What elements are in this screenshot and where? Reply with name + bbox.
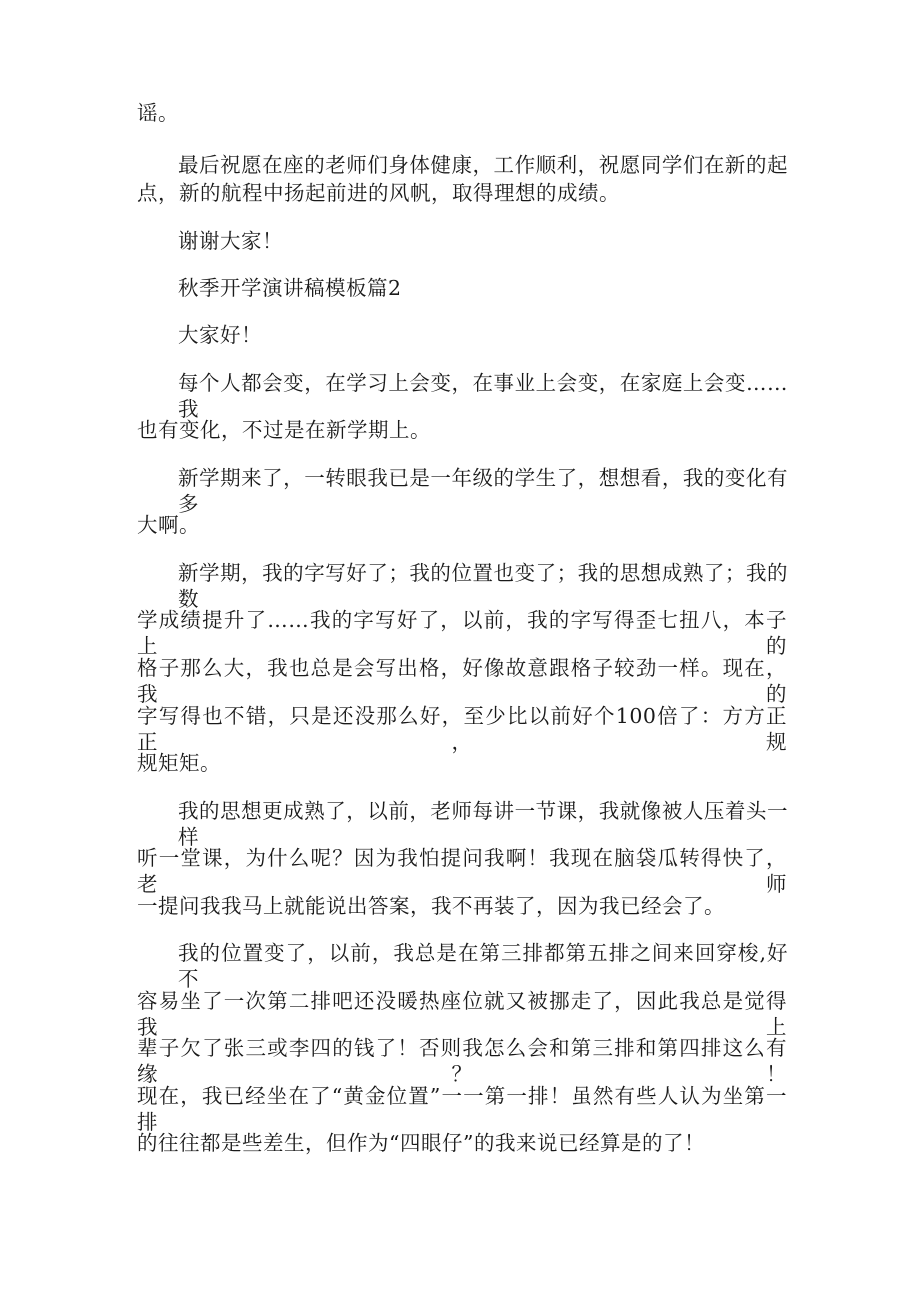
text-line: 我的思想更成熟了，以前，老师每讲一节课，我就像被人压着头一样	[178, 799, 788, 849]
section-heading: 秋季开学演讲稿模板篇2	[178, 276, 402, 300]
text-line: 一提问我我马上就能说出答案，我不再装了，因为我已经会了。	[137, 894, 725, 918]
text-line: 谣。	[137, 101, 179, 125]
text-line: 听一堂课，为什么呢？因为我怕提问我啊！我现在脑袋瓜转得快了，老师	[137, 846, 787, 896]
text-line: 谢谢大家！	[178, 229, 283, 253]
text-line: 容易坐了一次第二排吧还没暖热座位就又被挪走了，因此我总是觉得我上	[137, 989, 787, 1039]
text-line: 点，新的航程中扬起前进的风帆，取得理想的成绩。	[137, 181, 620, 205]
text-line: 我的位置变了，以前，我总是在第三排都第五排之间来回穿梭,好不	[178, 941, 788, 991]
text-line: 的往往都是些差生，但作为“四眼仔”的我来说已经算是的了！	[137, 1131, 705, 1155]
text-line: 也有变化，不过是在新学期上。	[137, 418, 431, 442]
text-line: 字写得也不错，只是还没那么好，至少比以前好个100倍了：方方正正，规	[137, 704, 787, 754]
text-line: 大家好！	[178, 323, 262, 347]
text-line: 大啊。	[137, 513, 200, 537]
text-line: 新学期，我的字写好了；我的位置也变了；我的思想成熟了；我的数	[178, 561, 788, 611]
text-line: 学成绩提升了……我的字写好了，以前，我的字写得歪七扭八，本子上的	[137, 608, 787, 658]
text-line: 最后祝愿在座的老师们身体健康，工作顺利，祝愿同学们在新的起	[178, 153, 788, 177]
text-line: 现在，我已经坐在了“黄金位置”一一第一排！虽然有些人认为坐第一排	[137, 1084, 787, 1134]
text-line: 规矩矩。	[137, 751, 221, 775]
text-line: 辈子欠了张三或李四的钱了！否则我怎么会和第三排和第四排这么有缘？！	[137, 1036, 787, 1086]
text-line: 每个人都会变，在学习上会变，在事业上会变，在家庭上会变……我	[178, 371, 788, 421]
text-line: 格子那么大，我也总是会写出格，好像故意跟格子较劲一样。现在，我的	[137, 656, 787, 706]
text-line: 新学期来了，一转眼我已是一年级的学生了，想想看，我的变化有多	[178, 466, 788, 516]
